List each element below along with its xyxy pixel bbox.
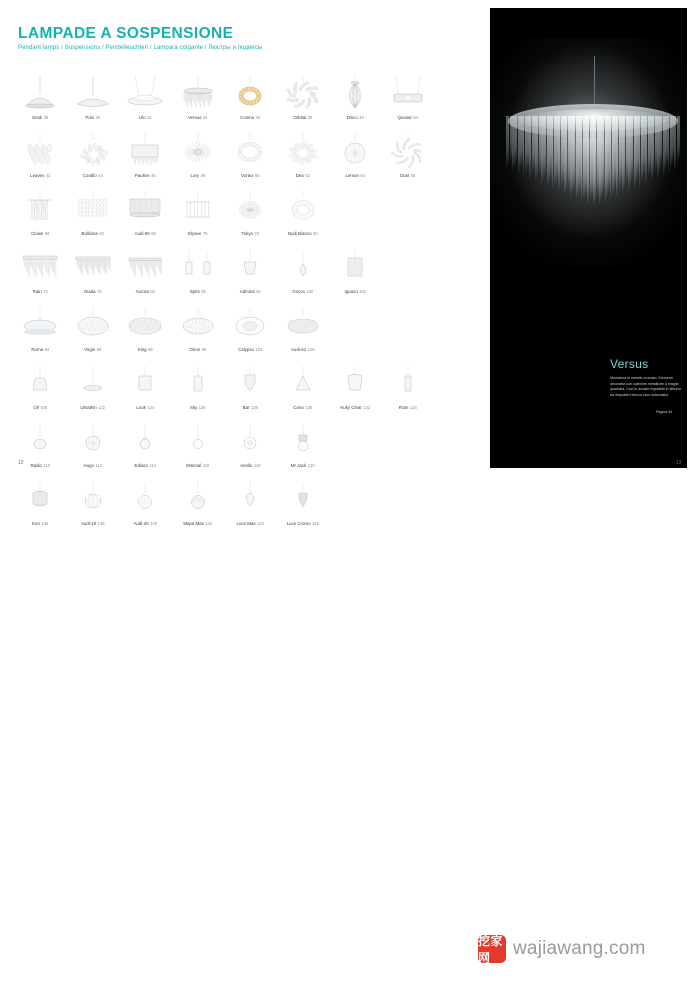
product-page-number: 136 bbox=[41, 521, 49, 526]
empty-cell bbox=[382, 418, 435, 476]
product-row bbox=[14, 128, 434, 186]
lamp-icon bbox=[329, 244, 382, 288]
folio-left: 12 bbox=[18, 460, 24, 466]
product-caption: Polo 30 bbox=[85, 115, 101, 120]
product-caption: Pauline 46 bbox=[134, 173, 156, 178]
product-row bbox=[14, 302, 434, 360]
product-page-number: 48 bbox=[200, 173, 206, 178]
product-page-number: 116 bbox=[202, 463, 210, 468]
product-caption: Ken 136 bbox=[32, 521, 49, 526]
product-caption: Rain 74 bbox=[32, 289, 48, 294]
product-row bbox=[14, 244, 434, 302]
product-page-number: 74 bbox=[43, 289, 48, 294]
product-page-number: 46 bbox=[151, 173, 156, 178]
product-page-number: 32 bbox=[147, 115, 152, 120]
product-thumb-mr-jack[interactable] bbox=[277, 418, 330, 476]
lamp-icon bbox=[382, 70, 435, 114]
product-thumb-anello[interactable] bbox=[224, 418, 277, 476]
lamp-icon bbox=[277, 244, 330, 288]
product-thumb-roma[interactable] bbox=[14, 302, 67, 360]
product-page-number: 146 bbox=[312, 521, 319, 526]
lamp-icon bbox=[329, 70, 382, 114]
product-caption: Cosmo 36 bbox=[240, 115, 261, 120]
product-thumb-edison[interactable] bbox=[119, 418, 172, 476]
product-thumb-orion[interactable] bbox=[172, 302, 225, 360]
product-page-number: 88 bbox=[148, 347, 153, 352]
product-thumb-cosmo[interactable] bbox=[224, 70, 277, 128]
product-caption: Leaves 42 bbox=[30, 173, 51, 178]
product-caption: Quasar 64 bbox=[397, 115, 418, 120]
product-page-number: 140 bbox=[150, 521, 157, 526]
product-caption: Tokyo 72 bbox=[241, 231, 260, 236]
lamp-icon bbox=[382, 360, 435, 404]
product-caption: Gocce 100 bbox=[292, 289, 314, 294]
product-caption: Bollicine 62 bbox=[81, 231, 104, 236]
product-thumb-pauline[interactable] bbox=[119, 128, 172, 186]
lamp-icon bbox=[67, 476, 120, 520]
product-caption: Iguazù 102 bbox=[344, 289, 367, 294]
product-page-number: 108 bbox=[40, 405, 48, 410]
product-caption: Kuky Clear 132 bbox=[340, 405, 371, 410]
lamp-icon bbox=[172, 418, 225, 462]
product-page-number: 132 bbox=[363, 405, 371, 410]
product-thumb-oil[interactable] bbox=[14, 360, 67, 418]
empty-cell bbox=[329, 418, 382, 476]
product-page-number: 42 bbox=[45, 173, 51, 178]
product-thumb-disco[interactable] bbox=[329, 70, 382, 128]
product-row bbox=[14, 70, 434, 128]
lamp-icon bbox=[172, 186, 225, 230]
product-caption: Lory 48 bbox=[190, 173, 206, 178]
product-page-number: 68 bbox=[151, 231, 156, 236]
photo-caption-page: Pagina 34 bbox=[656, 410, 673, 414]
product-page-number: 106 bbox=[307, 347, 315, 352]
watermark-badge: 挖家网 bbox=[478, 935, 506, 963]
product-thumb-luce-max[interactable] bbox=[224, 476, 277, 534]
lamp-icon bbox=[277, 476, 330, 520]
product-caption: Virgin 86 bbox=[84, 347, 102, 352]
product-row bbox=[14, 418, 434, 476]
product-thumb-calypso[interactable] bbox=[224, 302, 277, 360]
lamp-icon bbox=[224, 128, 277, 172]
product-page-number: 94 bbox=[256, 289, 261, 294]
product-caption: Audi-80 68 bbox=[134, 231, 156, 236]
watermark-text: wajiawang.com bbox=[513, 938, 646, 959]
product-page-number: 64 bbox=[413, 115, 418, 120]
product-page-number: 104 bbox=[255, 347, 263, 352]
product-caption: Elysee 70 bbox=[188, 231, 208, 236]
product-caption: Dea 52 bbox=[295, 173, 310, 178]
product-row bbox=[14, 186, 434, 244]
product-thumb-audi-10[interactable] bbox=[67, 476, 120, 534]
product-thumb-versus[interactable] bbox=[172, 70, 225, 128]
page-subtitle: Pendant lamps / Suspensions / Pendelleuchten / Lámpara colgante / Люстры и подвесы bbox=[18, 45, 263, 51]
chandelier-cord bbox=[594, 56, 595, 108]
product-thumb-spirit[interactable] bbox=[172, 244, 225, 302]
lamp-icon bbox=[14, 418, 67, 462]
product-caption: Orion 90 bbox=[189, 347, 207, 352]
lamp-icon bbox=[67, 302, 120, 346]
product-page-number: 72 bbox=[254, 231, 260, 236]
product-page-number: 144 bbox=[257, 521, 264, 526]
product-thumb-audi-80[interactable] bbox=[119, 186, 172, 244]
lamp-icon bbox=[119, 70, 172, 114]
lamp-icon bbox=[67, 70, 120, 114]
photo-caption-title: Versus bbox=[610, 357, 649, 371]
product-caption: Spirit 92 bbox=[189, 289, 206, 294]
product-thumb-audi-61[interactable] bbox=[277, 302, 330, 360]
product-page-number: 100 bbox=[306, 289, 314, 294]
product-thumb-clown[interactable] bbox=[14, 186, 67, 244]
product-thumb-aurora[interactable] bbox=[119, 244, 172, 302]
lamp-icon bbox=[277, 360, 330, 404]
product-page-number: 118 bbox=[253, 463, 261, 468]
product-page-number: 134 bbox=[409, 405, 417, 410]
product-caption: Audi-20 140 bbox=[133, 521, 157, 526]
product-thumb-king[interactable] bbox=[119, 302, 172, 360]
lamp-icon bbox=[119, 302, 172, 346]
chandelier-fringe bbox=[506, 116, 680, 212]
product-caption: Flam 134 bbox=[398, 405, 417, 410]
product-thumb-desk[interactable] bbox=[14, 70, 67, 128]
lamp-icon bbox=[172, 476, 225, 520]
lamp-icon bbox=[67, 186, 120, 230]
product-row bbox=[14, 360, 434, 418]
lamp-icon bbox=[329, 360, 382, 404]
product-page-number: 36 bbox=[255, 115, 261, 120]
empty-cell bbox=[329, 186, 382, 244]
product-page-number: 34 bbox=[202, 115, 208, 120]
product-page-number: 142 bbox=[205, 521, 213, 526]
folio-right: 13 bbox=[676, 460, 682, 466]
product-thumb-dust[interactable] bbox=[382, 128, 435, 186]
lamp-icon bbox=[277, 302, 330, 346]
left-page bbox=[0, 0, 490, 526]
right-page-photo bbox=[490, 8, 687, 468]
product-thumb-elysee[interactable] bbox=[172, 186, 225, 244]
product-page-number: 70 bbox=[202, 231, 208, 236]
product-thumb-lemon[interactable] bbox=[329, 128, 382, 186]
product-caption: Oil 108 bbox=[33, 405, 48, 410]
product-page-number: 126 bbox=[198, 405, 206, 410]
lamp-icon bbox=[14, 70, 67, 114]
product-caption: Dust 56 bbox=[400, 173, 416, 178]
product-thumb-corallo[interactable] bbox=[67, 128, 120, 186]
lamp-icon bbox=[172, 70, 225, 114]
product-caption: Ultrathin 122 bbox=[80, 405, 106, 410]
product-caption: Corallo 44 bbox=[82, 173, 103, 178]
product-caption: Cono 130 bbox=[293, 405, 313, 410]
product-thumb-ken[interactable] bbox=[14, 476, 67, 534]
product-page-number: 30 bbox=[95, 115, 101, 120]
product-page-number: 44 bbox=[98, 173, 103, 178]
lamp-icon bbox=[277, 418, 330, 462]
product-page-number: 50 bbox=[254, 173, 260, 178]
product-caption: Desk 28 bbox=[32, 115, 49, 120]
product-caption: Hugo 112 bbox=[83, 463, 103, 468]
product-thumb-polo[interactable] bbox=[67, 70, 120, 128]
product-caption: Roma 84 bbox=[31, 347, 50, 352]
product-page-number: 90 bbox=[201, 347, 207, 352]
lamp-icon bbox=[14, 476, 67, 520]
empty-cell bbox=[382, 244, 435, 302]
product-caption: Aurora 80 bbox=[135, 289, 155, 294]
versus-chandelier-photo bbox=[498, 56, 680, 206]
product-caption: Minimal 116 bbox=[186, 463, 210, 468]
lamp-icon bbox=[172, 128, 225, 172]
lamp-icon bbox=[172, 302, 225, 346]
lamp-icon bbox=[14, 244, 67, 288]
product-thumb-bar[interactable] bbox=[224, 360, 277, 418]
product-caption: Look 124 bbox=[136, 405, 155, 410]
product-page-number: 110 bbox=[43, 463, 50, 468]
product-thumb-admiral[interactable] bbox=[224, 244, 277, 302]
product-caption: Orbital 38 bbox=[293, 115, 313, 120]
product-thumb-look[interactable] bbox=[119, 360, 172, 418]
product-thumb-nodi-bianco[interactable] bbox=[277, 186, 330, 244]
product-caption: Clown 58 bbox=[31, 231, 50, 236]
lamp-icon bbox=[172, 244, 225, 288]
lamp-icon bbox=[119, 128, 172, 172]
product-thumb-leaves[interactable] bbox=[14, 128, 67, 186]
product-thumb-iguaz-[interactable] bbox=[329, 244, 382, 302]
lamp-icon bbox=[119, 476, 172, 520]
product-thumb-tokyo[interactable] bbox=[224, 186, 277, 244]
product-thumb-orbital[interactable] bbox=[277, 70, 330, 128]
lamp-icon bbox=[14, 302, 67, 346]
product-thumb-hugo[interactable] bbox=[67, 418, 120, 476]
product-page-number: 102 bbox=[359, 289, 367, 294]
lamp-icon bbox=[277, 70, 330, 114]
product-thumb-luce-cromo[interactable] bbox=[277, 476, 330, 534]
lamp-icon bbox=[67, 244, 120, 288]
product-page-number: 120 bbox=[307, 463, 315, 468]
product-caption: King 88 bbox=[137, 347, 153, 352]
product-caption: Mapa Max 142 bbox=[183, 521, 213, 526]
lamp-icon bbox=[172, 360, 225, 404]
product-caption: Sky 126 bbox=[189, 405, 206, 410]
watermark bbox=[478, 935, 646, 963]
product-thumb-kuky-clear[interactable] bbox=[329, 360, 382, 418]
lamp-icon bbox=[14, 360, 67, 404]
product-caption: Radio 110 bbox=[30, 463, 50, 468]
empty-cell bbox=[382, 302, 435, 360]
photo-caption-text: Montatura in metallo cromato. Elementi decorativi con catenine metalliche a maglia quadrata. Cavi in acciaio regolabili in altezza da diaposilivi blocca cavo automatici. bbox=[610, 376, 681, 397]
lamp-icon bbox=[224, 244, 277, 288]
product-caption: Luce Cromo 146 bbox=[286, 521, 319, 526]
product-caption: Mr Jack 120 bbox=[290, 463, 315, 468]
product-row bbox=[14, 476, 434, 534]
product-caption: Bar 128 bbox=[242, 405, 258, 410]
lamp-icon bbox=[67, 128, 120, 172]
product-caption: Nodi Bianco 60 bbox=[287, 231, 318, 236]
product-page-number: 84 bbox=[44, 347, 50, 352]
product-thumb-flam[interactable] bbox=[382, 360, 435, 418]
lamp-icon bbox=[14, 186, 67, 230]
product-page-number: 52 bbox=[305, 173, 310, 178]
product-thumb-minimal[interactable] bbox=[172, 418, 225, 476]
product-caption: Giada 76 bbox=[83, 289, 102, 294]
product-page-number: 130 bbox=[305, 405, 313, 410]
product-thumb-radio[interactable] bbox=[14, 418, 67, 476]
product-index-grid bbox=[14, 70, 434, 534]
lamp-icon bbox=[382, 128, 435, 172]
lamp-icon bbox=[224, 186, 277, 230]
product-caption: Edison 114 bbox=[134, 463, 156, 468]
product-page-number: 92 bbox=[201, 289, 206, 294]
lamp-icon bbox=[224, 360, 277, 404]
lamp-icon bbox=[224, 70, 277, 114]
product-page-number: 76 bbox=[97, 289, 102, 294]
product-page-number: 122 bbox=[98, 405, 106, 410]
product-thumb-sky[interactable] bbox=[172, 360, 225, 418]
product-caption: Anello 118 bbox=[240, 463, 261, 468]
product-page-number: 38 bbox=[307, 115, 313, 120]
lamp-icon bbox=[224, 302, 277, 346]
product-thumb-audi-20[interactable] bbox=[119, 476, 172, 534]
product-thumb-vortex[interactable] bbox=[224, 128, 277, 186]
product-page-number: 28 bbox=[43, 115, 49, 120]
product-caption: Ufo 32 bbox=[138, 115, 152, 120]
product-page-number: 60 bbox=[313, 231, 318, 236]
product-page-number: 56 bbox=[410, 173, 416, 178]
product-thumb-quasar[interactable] bbox=[382, 70, 435, 128]
product-thumb-virgin[interactable] bbox=[67, 302, 120, 360]
product-caption: Luce Max 144 bbox=[236, 521, 264, 526]
lamp-icon bbox=[224, 418, 277, 462]
product-thumb-dea[interactable] bbox=[277, 128, 330, 186]
product-page-number: 128 bbox=[251, 405, 258, 410]
lamp-icon bbox=[119, 418, 172, 462]
lamp-icon bbox=[67, 360, 120, 404]
product-page-number: 58 bbox=[44, 231, 50, 236]
lamp-icon bbox=[224, 476, 277, 520]
product-thumb-cono[interactable] bbox=[277, 360, 330, 418]
product-page-number: 138 bbox=[97, 521, 105, 526]
product-page-number: 80 bbox=[150, 289, 155, 294]
lamp-icon bbox=[67, 418, 120, 462]
empty-cell bbox=[382, 476, 435, 534]
lamp-icon bbox=[277, 128, 330, 172]
empty-cell bbox=[329, 476, 382, 534]
lamp-icon bbox=[119, 244, 172, 288]
product-page-number: 124 bbox=[147, 405, 155, 410]
product-page-number: 86 bbox=[96, 347, 102, 352]
product-thumb-giada[interactable] bbox=[67, 244, 120, 302]
product-page-number: 114 bbox=[149, 463, 156, 468]
empty-cell bbox=[329, 302, 382, 360]
lamp-icon bbox=[14, 128, 67, 172]
page-title: LAMPADE A SOSPENSIONE bbox=[18, 25, 234, 42]
product-thumb-ufo[interactable] bbox=[119, 70, 172, 128]
lamp-icon bbox=[329, 128, 382, 172]
product-caption: Audi-10 138 bbox=[81, 521, 105, 526]
lamp-icon bbox=[119, 360, 172, 404]
product-caption: Audi-61 106 bbox=[291, 347, 315, 352]
product-page-number: 112 bbox=[95, 463, 103, 468]
lamp-icon bbox=[277, 186, 330, 230]
product-thumb-gocce[interactable] bbox=[277, 244, 330, 302]
product-caption: Lemon 54 bbox=[345, 173, 365, 178]
product-caption: Versus 34 bbox=[188, 115, 208, 120]
lamp-icon bbox=[119, 186, 172, 230]
product-caption: Calypso 104 bbox=[238, 347, 263, 352]
product-thumb-bollicine[interactable] bbox=[67, 186, 120, 244]
empty-cell bbox=[382, 186, 435, 244]
product-thumb-mapa-max[interactable] bbox=[172, 476, 225, 534]
product-thumb-rain[interactable] bbox=[14, 244, 67, 302]
product-page-number: 40 bbox=[359, 115, 364, 120]
product-caption: Vortex 50 bbox=[240, 173, 260, 178]
product-caption: Disco 40 bbox=[346, 115, 364, 120]
product-thumb-ultrathin[interactable] bbox=[67, 360, 120, 418]
product-page-number: 54 bbox=[360, 173, 365, 178]
product-thumb-lory[interactable] bbox=[172, 128, 225, 186]
product-page-number: 62 bbox=[99, 231, 104, 236]
product-caption: Admiral 94 bbox=[239, 289, 261, 294]
